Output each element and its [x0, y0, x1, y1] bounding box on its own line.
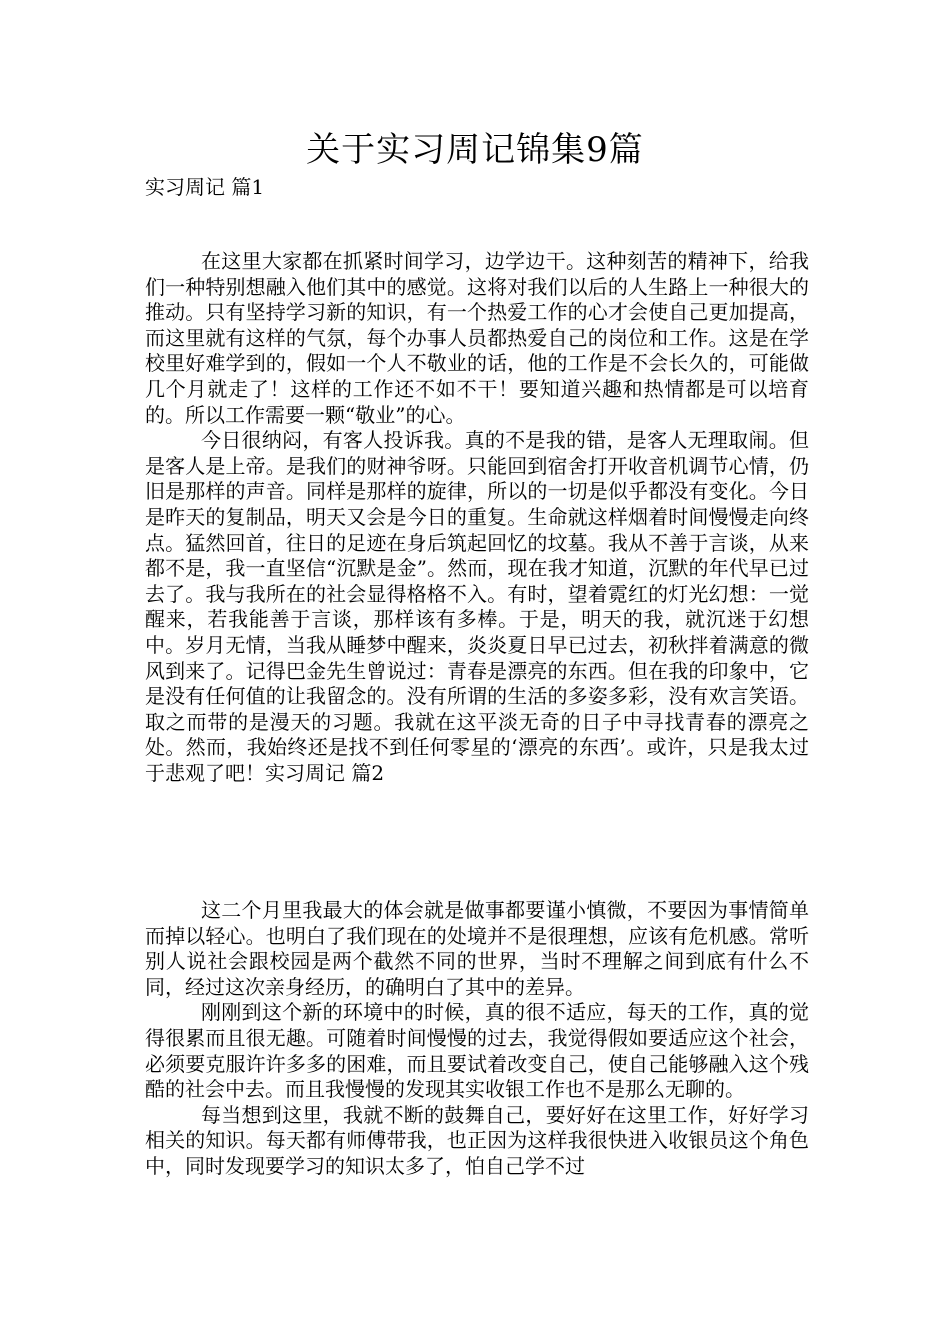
paragraph: 刚刚到这个新的环境中的时候，真的很不适应，每天的工作，真的觉得很累而且很无趣。可随着时间慢慢的过去，我觉得假如要适应这个社会，必须要克服许许多多的困难，而且要试着改变自己，使自己能够融入这个残酷的社会中去。而且我慢慢的发现其实收银工作也不是那么无聊的。 — [145, 1000, 809, 1102]
paragraph: 在这里大家都在抓紧时间学习，边学边干。这种刻苦的精神下，给我们一种特别想融入他们其中的感觉。这将对我们以后的人生路上一种很大的推动。只有坚持学习新的知识，有一个热爱工作的心才会使自己更加提高，而这里就有这样的气氛，每个办事人员都热爱自己的岗位和工作。这是在学校里好难学到的，假如一个人不敬业的话，他的工作是不会长久的，可能做几个月就走了！这样的工作还不如不干！要知道兴趣和热情都是可以培育的。所以工作需要一颗“敬业”的心。 — [145, 249, 809, 427]
paragraph: 每当想到这里，我就不断的鼓舞自己，要好好在这里工作，好好学习相关的知识。每天都有师傅带我，也正因为这样我很快进入收银员这个角色中，同时发现要学习的知识太多了，怕自己学不过 — [145, 1102, 809, 1178]
paragraph: 这二个月里我最大的体会就是做事都要谨小慎微，不要因为事情简单而掉以轻心。也明白了我们现在的处境并不是很理想，应该有危机感。常听别人说社会跟校园是两个截然不同的世界，当时不理解之间到底有什么不同，经过这次亲身经历，的确明白了其中的差异。 — [145, 898, 809, 999]
section-heading: 实习周记 篇1 — [145, 175, 265, 199]
document-title: 关于实习周记锦集9篇 — [306, 130, 644, 170]
section-body — [145, 898, 809, 1180]
paragraph: 今日很纳闷，有客人投诉我。真的不是我的错，是客人无理取闹。但是客人是上帝。是我们的财神爷呀。只能回到宿舍打开收音机调节心情，仍旧是那样的声音。同样是那样的旋律，所以的一切是似乎都没有变化。今日是昨天的复制品，明天又会是今日的重复。生命就这样烟着时间慢慢走向终点。猛然回首，往日的足迹在身后筑起回忆的坟墓。我从不善于言谈，从来都不是，我一直坚信“沉默是金”。然而，现在我才知道，沉默的年代早已过去了。我与我所在的社会显得格格不入。有时，望着霓红的灯光幻想：一觉醒来，若我能善于言谈，那样该有多棒。于是，明天的我，就沉迷于幻想中。岁月无情，当我从睡梦中醒来，炎炎夏日早已过去，初秋拌着满意的微风到来了。记得巴金先生曾说过：青春是漂亮的东西。但在我的印象中，它是没有任何值的让我留念的。没有所谓的生活的多姿多彩，没有欢言笑语。取之而带的是漫天的习题。我就在这平淡无奇的日子中寻找青春的漂亮之处。然而，我始终还是找不到任何零星的‘漂亮的东西’。或许，只是我太过于悲观了吧！实习周记 篇2 — [145, 428, 809, 785]
section-body — [145, 249, 809, 786]
